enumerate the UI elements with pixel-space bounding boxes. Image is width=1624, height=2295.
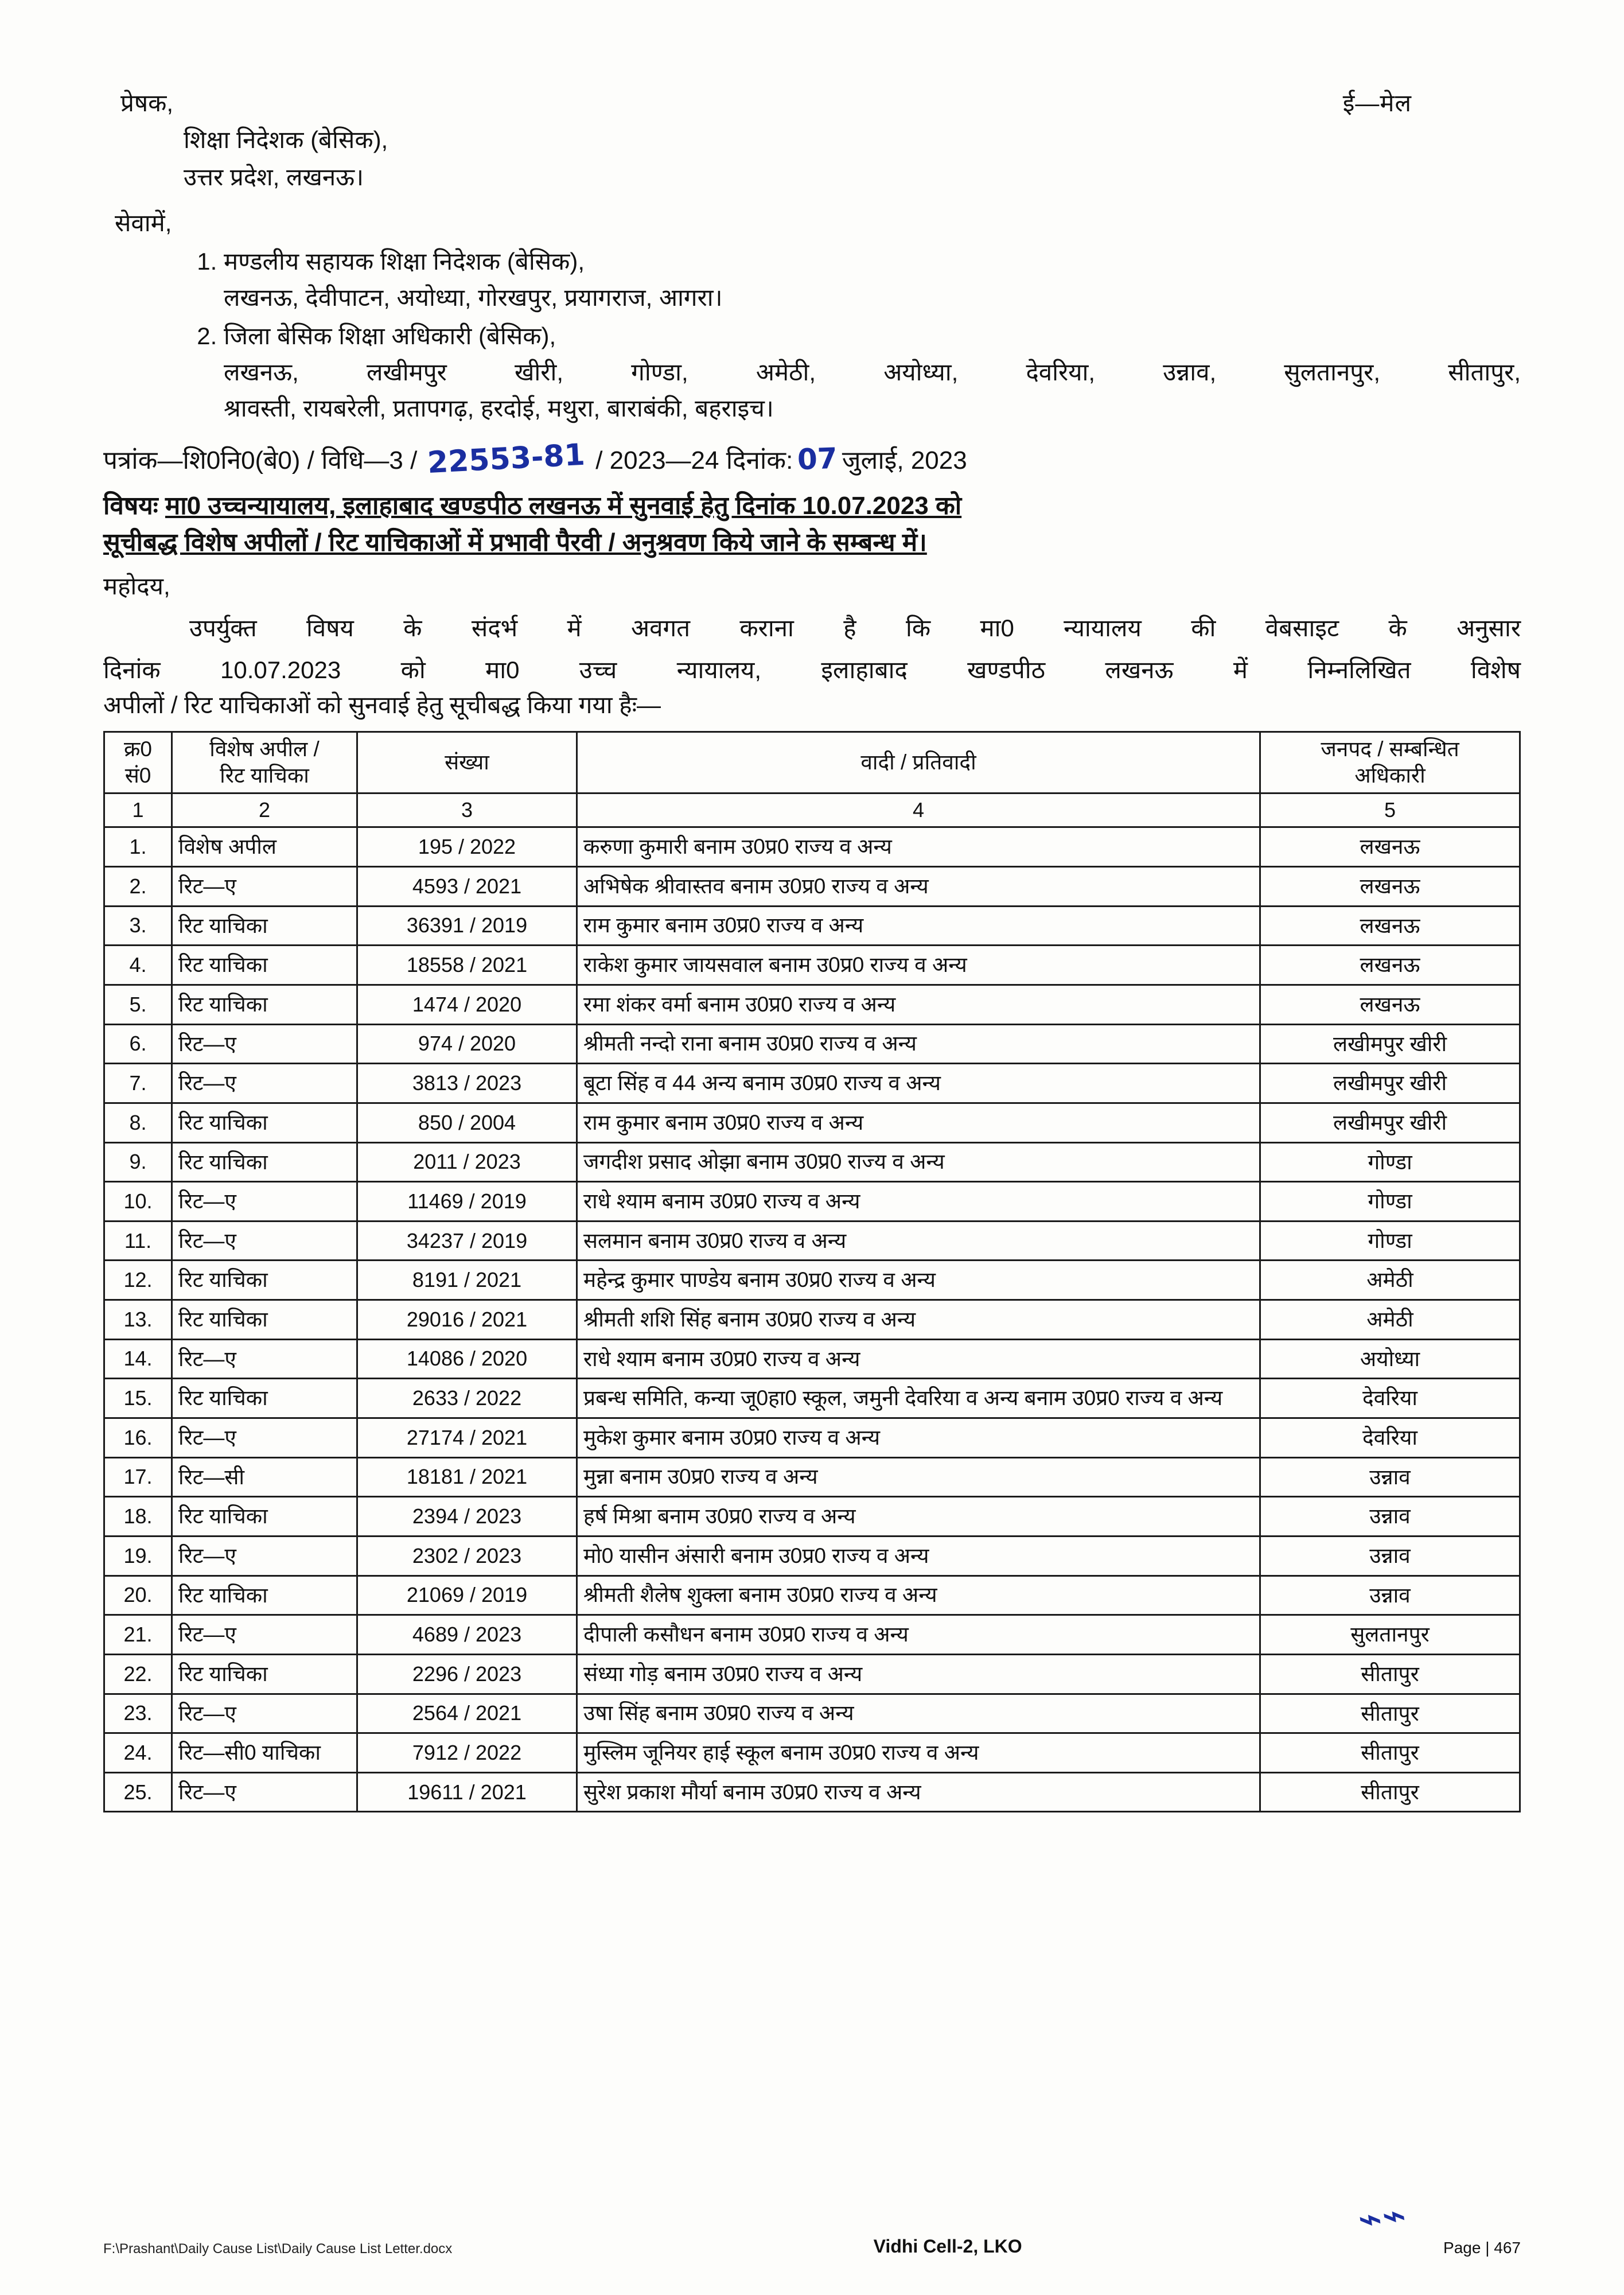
table-row <box>104 1182 1520 1222</box>
cell-case-number: 8191 / 2021 <box>357 1261 577 1300</box>
table-body <box>104 827 1520 1812</box>
cell-serial: 14. <box>104 1339 172 1379</box>
table-row <box>104 1339 1520 1379</box>
salutation: महोदय, <box>103 572 170 600</box>
cell-district: लखनऊ <box>1260 827 1520 867</box>
cell-serial: 17. <box>104 1457 172 1497</box>
table-row <box>104 1694 1520 1733</box>
cell-case-number: 2394 / 2023 <box>357 1497 577 1537</box>
cell-case-type: रिट—ए <box>172 867 357 907</box>
patrank-label: पत्रांक—शि0नि0(बे0) / विधि—3 / <box>103 446 418 474</box>
table-row <box>104 867 1520 907</box>
cell-district: लखीमपुर खीरी <box>1260 1024 1520 1064</box>
cell-case-number: 4593 / 2021 <box>357 867 577 907</box>
page-footer <box>103 2236 1521 2261</box>
th-district <box>1260 732 1520 793</box>
table-row <box>104 1064 1520 1103</box>
from-line-1: शिक्षा निदेशक (बेसिक), <box>184 126 388 153</box>
colnum-4: 4 <box>577 793 1260 827</box>
cell-serial: 8. <box>104 1103 172 1142</box>
cell-parties: श्रीमती शैलेष शुक्ला बनाम उ0प्र0 राज्य व अन्य <box>577 1576 1260 1615</box>
cell-parties: सुरेश प्रकाश मौर्या बनाम उ0प्र0 राज्य व अन्य <box>577 1772 1260 1812</box>
table-row <box>104 946 1520 985</box>
subject-block <box>103 488 1521 561</box>
cell-parties: संध्या गोड़ बनाम उ0प्र0 राज्य व अन्य <box>577 1654 1260 1694</box>
table-header-row <box>104 732 1520 793</box>
cell-case-type: विशेष अपील <box>172 827 357 867</box>
recipient-1-title: 1. मण्डलीय सहायक शिक्षा निदेशक (बेसिक), <box>224 247 585 275</box>
cell-district: लखीमपुर खीरी <box>1260 1064 1520 1103</box>
cell-serial: 25. <box>104 1772 172 1812</box>
cell-serial: 1. <box>104 827 172 867</box>
cell-case-type: रिट—ए <box>172 1339 357 1379</box>
table-row <box>104 1654 1520 1694</box>
cell-serial: 3. <box>104 906 172 946</box>
letter-header <box>103 86 1521 121</box>
cell-parties: बूटा सिंह व 44 अन्य बनाम उ0प्र0 राज्य व अन्य <box>577 1064 1260 1103</box>
cell-district: गोण्डा <box>1260 1142 1520 1182</box>
cell-district: उन्नाव <box>1260 1497 1520 1537</box>
cell-parties: श्रीमती नन्दो राना बनाम उ0प्र0 राज्य व अन्य <box>577 1024 1260 1064</box>
cell-serial: 12. <box>104 1261 172 1300</box>
cell-parties: राम कुमार बनाम उ0प्र0 राज्य व अन्य <box>577 1103 1260 1142</box>
subject-line-2: सूचीबद्ध विशेष अपीलों / रिट याचिकाओं में प्रभावी पैरवी / अनुश्रवण किये जाने के सम्बन्ध में। <box>103 528 927 557</box>
th-case-type-l1: विशेष अपील / <box>209 737 320 761</box>
cell-case-number: 974 / 2020 <box>357 1024 577 1064</box>
cell-parties: मुस्लिम जूनियर हाई स्कूल बनाम उ0प्र0 राज्य व अन्य <box>577 1733 1260 1773</box>
table-row <box>104 1615 1520 1655</box>
cell-district: लखीमपुर खीरी <box>1260 1103 1520 1142</box>
cell-district: देवरिया <box>1260 1418 1520 1458</box>
cell-district: सीतापुर <box>1260 1654 1520 1694</box>
cell-case-type: रिट—ए <box>172 1221 357 1261</box>
cell-case-number: 34237 / 2019 <box>357 1221 577 1261</box>
table-row <box>104 1142 1520 1182</box>
cell-district: लखनऊ <box>1260 946 1520 985</box>
table-column-number-row <box>104 793 1520 827</box>
footer-file-path: F:\Prashant\Daily Cause List\Daily Cause List Letter.docx <box>103 2241 453 2257</box>
footer-page-number: Page | 467 <box>1443 2239 1521 2257</box>
cell-parties: करुणा कुमारी बनाम उ0प्र0 राज्य व अन्य <box>577 827 1260 867</box>
table-row <box>104 985 1520 1024</box>
cell-case-number: 29016 / 2021 <box>357 1300 577 1340</box>
cell-case-type: रिट याचिका <box>172 906 357 946</box>
email-tag: ई—मेल <box>1342 90 1412 116</box>
table-row <box>104 1418 1520 1458</box>
th-serial-l1: क्र0 <box>124 737 152 761</box>
body-line-1 <box>103 610 1521 646</box>
cell-case-number: 2633 / 2022 <box>357 1379 577 1418</box>
cell-serial: 11. <box>104 1221 172 1261</box>
cell-parties: प्रबन्ध समिति, कन्या जू0हा0 स्कूल, जमुनी देवरिया व अन्य बनाम उ0प्र0 राज्य व अन्य <box>577 1379 1260 1418</box>
to-label: सेवामें, <box>115 209 172 237</box>
table-row <box>104 1576 1520 1615</box>
cell-serial: 9. <box>104 1142 172 1182</box>
table-row <box>104 1457 1520 1497</box>
cell-serial: 20. <box>104 1576 172 1615</box>
cell-case-type: रिट—ए <box>172 1064 357 1103</box>
subject-line-1: मा0 उच्चन्यायालय, इलाहाबाद खण्डपीठ लखनऊ में सुनवाई हेतु दिनांक 10.07.2023 को <box>165 492 962 520</box>
cell-case-number: 11469 / 2019 <box>357 1182 577 1222</box>
table-row <box>104 1497 1520 1537</box>
cell-case-number: 2296 / 2023 <box>357 1654 577 1694</box>
cell-parties: जगदीश प्रसाद ओझा बनाम उ0प्र0 राज्य व अन्य <box>577 1142 1260 1182</box>
cell-district: सीतापुर <box>1260 1694 1520 1733</box>
body-line-3: अपीलों / रिट याचिकाओं को सुनवाई हेतु सूचीबद्ध किया गया हैः— <box>103 691 661 718</box>
subject-label: विषयः <box>103 492 158 520</box>
th-case-type-l2: रिट याचिका <box>220 763 309 787</box>
cell-case-type: रिट—ए <box>172 1418 357 1458</box>
cell-case-number: 19611 / 2021 <box>357 1772 577 1812</box>
cell-serial: 15. <box>104 1379 172 1418</box>
cell-district: गोण्डा <box>1260 1221 1520 1261</box>
cell-district: उन्नाव <box>1260 1576 1520 1615</box>
cell-case-number: 3813 / 2023 <box>357 1064 577 1103</box>
letter-body <box>103 86 1521 1812</box>
cell-case-type: रिट याचिका <box>172 1261 357 1300</box>
cell-case-number: 14086 / 2020 <box>357 1339 577 1379</box>
cell-case-type: रिट याचिका <box>172 985 357 1024</box>
table-row <box>104 1300 1520 1340</box>
cell-district: लखनऊ <box>1260 985 1520 1024</box>
cell-serial: 7. <box>104 1064 172 1103</box>
cell-district: अयोध्या <box>1260 1339 1520 1379</box>
from-line-2: उत्तर प्रदेश, लखनऊ। <box>184 163 364 190</box>
footer-cell-label: Vidhi Cell-2, LKO <box>873 2236 1022 2257</box>
cell-serial: 21. <box>104 1615 172 1655</box>
cell-case-number: 7912 / 2022 <box>357 1733 577 1773</box>
signature: ⌁⌁ <box>1354 2190 1409 2244</box>
cell-case-number: 850 / 2004 <box>357 1103 577 1142</box>
cell-serial: 16. <box>104 1418 172 1458</box>
th-district-l1: जनपद / सम्बन्धित <box>1321 737 1459 761</box>
table-row <box>104 1733 1520 1773</box>
cell-serial: 4. <box>104 946 172 985</box>
letter-reference-line <box>103 438 1521 481</box>
cell-parties: मुन्ना बनाम उ0प्र0 राज्य व अन्य <box>577 1457 1260 1497</box>
cell-parties: राधे श्याम बनाम उ0प्र0 राज्य व अन्य <box>577 1182 1260 1222</box>
from-label: प्रेषक, <box>120 90 174 116</box>
table-row <box>104 906 1520 946</box>
cell-case-type: रिट—सी <box>172 1457 357 1497</box>
cell-parties: राम कुमार बनाम उ0प्र0 राज्य व अन्य <box>577 906 1260 946</box>
colnum-5: 5 <box>1260 793 1520 827</box>
cell-serial: 19. <box>104 1536 172 1576</box>
cell-serial: 2. <box>104 867 172 907</box>
cell-case-number: 21069 / 2019 <box>357 1576 577 1615</box>
th-case-type <box>172 732 357 793</box>
cell-case-number: 18181 / 2021 <box>357 1457 577 1497</box>
cell-serial: 24. <box>104 1733 172 1773</box>
table-head <box>104 732 1520 827</box>
cell-case-type: रिट—सी0 याचिका <box>172 1733 357 1773</box>
table-row <box>104 1772 1520 1812</box>
th-parties: वादी / प्रतिवादी <box>577 732 1260 793</box>
cell-district: सीतापुर <box>1260 1772 1520 1812</box>
cell-district: उन्नाव <box>1260 1457 1520 1497</box>
cell-case-type: रिट—ए <box>172 1536 357 1576</box>
cell-parties: हर्ष मिश्रा बनाम उ0प्र0 राज्य व अन्य <box>577 1497 1260 1537</box>
cell-parties: अभिषेक श्रीवास्तव बनाम उ0प्र0 राज्य व अन्य <box>577 867 1260 907</box>
cell-parties: मो0 यासीन अंसारी बनाम उ0प्र0 राज्य व अन्य <box>577 1536 1260 1576</box>
cell-parties: दीपाली कसौधन बनाम उ0प्र0 राज्य व अन्य <box>577 1615 1260 1655</box>
colnum-1: 1 <box>104 793 172 827</box>
table-row <box>104 1221 1520 1261</box>
recipient-list <box>103 243 1521 426</box>
colnum-2: 2 <box>172 793 357 827</box>
cell-case-type: रिट याचिका <box>172 1497 357 1537</box>
cell-case-type: रिट—ए <box>172 1182 357 1222</box>
cell-parties: महेन्द्र कुमार पाण्डेय बनाम उ0प्र0 राज्य व अन्य <box>577 1261 1260 1300</box>
patrank-session: / 2023—24 दिनांक: <box>595 446 793 474</box>
recipient-2-detail-line1: लखनऊ, लखीमपुर खीरी, गोण्डा, अमेठी, अयोध्या, देवरिया, उन्नाव, सुलतानपुर, सीतापुर, <box>224 358 1521 386</box>
th-serial <box>104 732 172 793</box>
recipient-item-1 <box>224 243 1521 316</box>
cell-case-type: रिट—ए <box>172 1772 357 1812</box>
cell-parties: रमा शंकर वर्मा बनाम उ0प्र0 राज्य व अन्य <box>577 985 1260 1024</box>
cell-case-number: 195 / 2022 <box>357 827 577 867</box>
cell-serial: 6. <box>104 1024 172 1064</box>
table-row <box>104 827 1520 867</box>
cell-serial: 10. <box>104 1182 172 1222</box>
cause-list-table <box>103 731 1521 1813</box>
cell-parties: श्रीमती शशि सिंह बनाम उ0प्र0 राज्य व अन्य <box>577 1300 1260 1340</box>
cell-case-type: रिट याचिका <box>172 1300 357 1340</box>
cell-case-type: रिट—ए <box>172 1694 357 1733</box>
cell-case-number: 27174 / 2021 <box>357 1418 577 1458</box>
cell-serial: 5. <box>104 985 172 1024</box>
cell-serial: 22. <box>104 1654 172 1694</box>
cell-case-type: रिट—ए <box>172 1024 357 1064</box>
patrank-date-rest: जुलाई, 2023 <box>842 446 967 474</box>
table-row <box>104 1536 1520 1576</box>
table-row <box>104 1024 1520 1064</box>
cell-case-number: 18558 / 2021 <box>357 946 577 985</box>
patrank-handwritten-date: 07 <box>797 441 838 477</box>
cell-case-number: 2564 / 2021 <box>357 1694 577 1733</box>
cell-district: उन्नाव <box>1260 1536 1520 1576</box>
cell-parties: सलमान बनाम उ0प्र0 राज्य व अन्य <box>577 1221 1260 1261</box>
cell-case-type: रिट याचिका <box>172 1379 357 1418</box>
cell-case-type: रिट—ए <box>172 1615 357 1655</box>
table-row <box>104 1103 1520 1142</box>
th-case-number: संख्या <box>357 732 577 793</box>
recipient-2-title: 2. जिला बेसिक शिक्षा अधिकारी (बेसिक), <box>224 322 556 349</box>
cell-district: लखनऊ <box>1260 906 1520 946</box>
cell-case-number: 4689 / 2023 <box>357 1615 577 1655</box>
cell-district: सुलतानपुर <box>1260 1615 1520 1655</box>
patrank-handwritten-number: 22553-81 <box>426 437 586 481</box>
cell-case-type: रिट याचिका <box>172 1142 357 1182</box>
cell-parties: राधे श्याम बनाम उ0प्र0 राज्य व अन्य <box>577 1339 1260 1379</box>
cell-serial: 23. <box>104 1694 172 1733</box>
cell-district: सीतापुर <box>1260 1733 1520 1773</box>
cell-parties: राकेश कुमार जायसवाल बनाम उ0प्र0 राज्य व अन्य <box>577 946 1260 985</box>
cell-case-number: 1474 / 2020 <box>357 985 577 1024</box>
cell-serial: 13. <box>104 1300 172 1340</box>
cell-district: देवरिया <box>1260 1379 1520 1418</box>
cell-case-type: रिट याचिका <box>172 1576 357 1615</box>
recipient-2-detail-line2: श्रावस्ती, रायबरेली, प्रतापगढ़, हरदोई, मथुरा, बाराबंकी, बहराइच। <box>224 394 774 422</box>
cell-parties: मुकेश कुमार बनाम उ0प्र0 राज्य व अन्य <box>577 1418 1260 1458</box>
colnum-3: 3 <box>357 793 577 827</box>
cell-district: अमेठी <box>1260 1261 1520 1300</box>
cell-case-type: रिट याचिका <box>172 946 357 985</box>
recipient-1-detail: लखनऊ, देवीपाटन, अयोध्या, गोरखपुर, प्रयागराज, आगरा। <box>224 283 723 311</box>
cell-parties: उषा सिंह बनाम उ0प्र0 राज्य व अन्य <box>577 1694 1260 1733</box>
recipient-item-2 <box>224 318 1521 426</box>
th-serial-l2: सं0 <box>124 763 151 787</box>
cell-case-type: रिट याचिका <box>172 1103 357 1142</box>
cell-case-number: 2302 / 2023 <box>357 1536 577 1576</box>
body-line-2: दिनांक 10.07.2023 को मा0 उच्च न्यायालय, इलाहाबाद खण्डपीठ लखनऊ में निम्नलिखित विशेष <box>103 656 1521 683</box>
table-row <box>104 1261 1520 1300</box>
body-text-1: उपर्युक्त विषय के संदर्भ में अवगत कराना है कि मा0 न्यायालय की वेबसाइट के अनुसार <box>189 614 1521 641</box>
th-district-l2: अधिकारी <box>1354 763 1426 787</box>
cell-case-number: 2011 / 2023 <box>357 1142 577 1182</box>
cell-district: लखनऊ <box>1260 867 1520 907</box>
cell-district: अमेठी <box>1260 1300 1520 1340</box>
cell-case-number: 36391 / 2019 <box>357 906 577 946</box>
cell-district: गोण्डा <box>1260 1182 1520 1222</box>
table-row <box>104 1379 1520 1418</box>
cell-serial: 18. <box>104 1497 172 1537</box>
cell-case-type: रिट याचिका <box>172 1654 357 1694</box>
